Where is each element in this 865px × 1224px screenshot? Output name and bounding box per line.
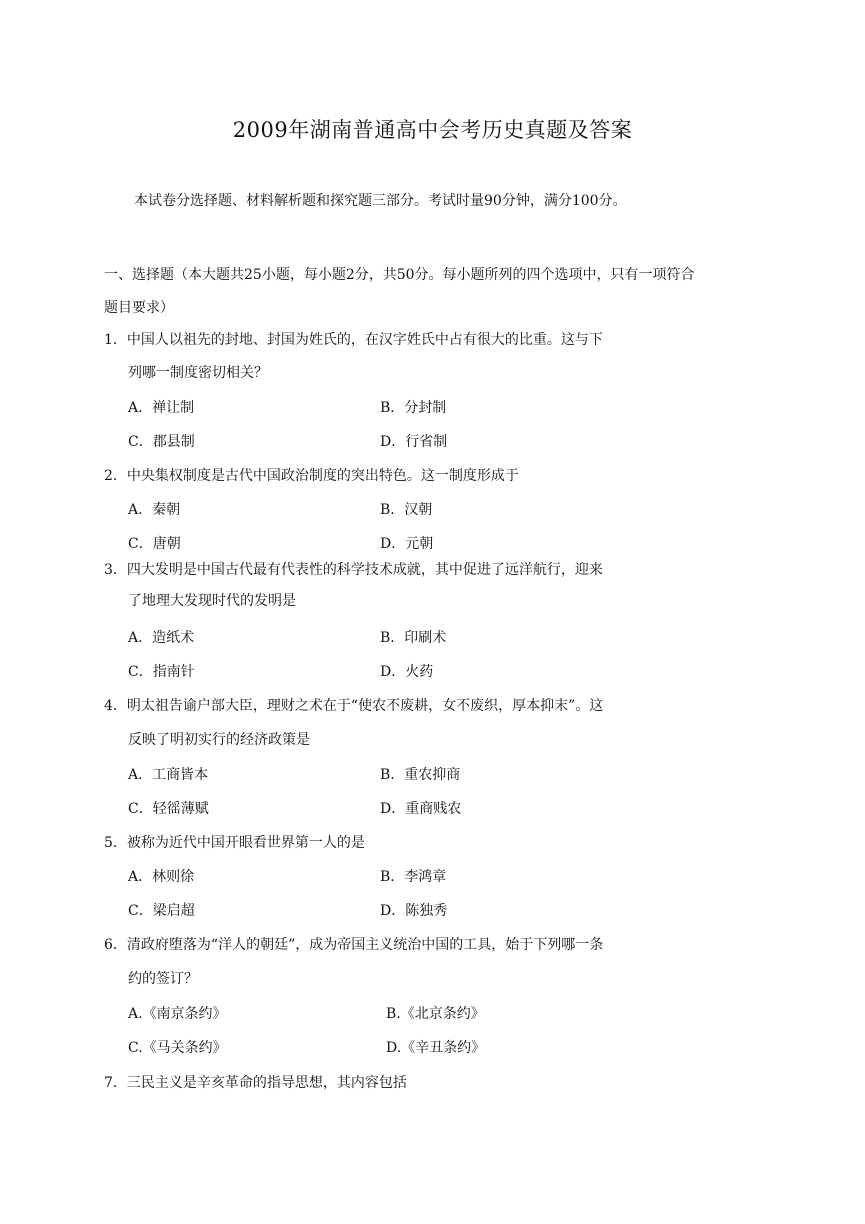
question-3-stem-line-2: 了地理大发现时代的发明是 bbox=[128, 593, 296, 609]
question-6-option-b: B.《北京条约》 bbox=[386, 1006, 485, 1022]
question-5-option-b: B．李鸿章 bbox=[380, 869, 447, 885]
question-5-option-c: C．梁启超 bbox=[128, 903, 195, 919]
question-5-option-a: A．林则徐 bbox=[128, 869, 195, 885]
section-header-line-2: 题目要求） bbox=[104, 300, 174, 316]
question-1-option-d: D．行省制 bbox=[380, 434, 448, 450]
question-1-stem-line-2: 列哪一制度密切相关？ bbox=[128, 365, 268, 381]
question-6-option-a: A.《南京条约》 bbox=[128, 1006, 227, 1022]
question-1-option-c: C．郡县制 bbox=[128, 434, 195, 450]
question-4-option-a: A．工商皆本 bbox=[128, 767, 209, 783]
question-1-option-a: A．禅让制 bbox=[128, 400, 195, 416]
question-5-option-d: D．陈独秀 bbox=[380, 903, 448, 919]
question-4-option-d: D．重商贱农 bbox=[380, 801, 462, 817]
question-1-stem-line-1: 1．中国人以祖先的封地、封国为姓氏的，在汉字姓氏中占有很大的比重。这与下 bbox=[104, 332, 603, 348]
question-3-option-b: B．印刷术 bbox=[380, 630, 447, 646]
question-3-option-d: D．火药 bbox=[380, 664, 434, 680]
page-title: 2009年湖南普通高中会考历史真题及答案 bbox=[232, 118, 633, 142]
question-3-option-a: A．造纸术 bbox=[128, 630, 195, 646]
question-6-option-c: C.《马关条约》 bbox=[128, 1040, 227, 1056]
question-6-option-d: D.《辛丑条约》 bbox=[386, 1040, 486, 1056]
question-2-option-c: C．唐朝 bbox=[128, 536, 181, 552]
question-2-stem-line-1: 2．中央集权制度是古代中国政治制度的突出特色。这一制度形成于 bbox=[104, 468, 519, 484]
section-header-line-1: 一、选择题（本大题共25小题，每小题2分，共50分。每小题所列的四个选项中，只有一项符合 bbox=[104, 267, 695, 283]
question-2-option-a: A．秦朝 bbox=[128, 502, 181, 518]
question-1-option-b: B．分封制 bbox=[380, 400, 447, 416]
exam-intro: 本试卷分选择题、材料解析题和探究题三部分。考试时量90分钟，满分100分。 bbox=[134, 193, 627, 209]
question-4-stem-line-2: 反映了明初实行的经济政策是 bbox=[128, 732, 310, 748]
question-7-stem-line-1: 7．三民主义是辛亥革命的指导思想，其内容包括 bbox=[104, 1075, 407, 1091]
question-2-option-b: B．汉朝 bbox=[380, 502, 433, 518]
question-3-stem-line-1: 3．四大发明是中国古代最有代表性的科学技术成就，其中促进了远洋航行，迎来 bbox=[104, 562, 603, 578]
question-4-stem-line-1: 4．明太祖告谕户部大臣，理财之术在于“使农不废耕，女不废织，厚本抑末”。这 bbox=[104, 698, 604, 714]
question-3-option-c: C．指南针 bbox=[128, 664, 195, 680]
question-5-stem-line-1: 5．被称为近代中国开眼看世界第一人的是 bbox=[104, 835, 365, 851]
question-4-option-c: C．轻徭薄赋 bbox=[128, 801, 209, 817]
question-2-option-d: D．元朝 bbox=[380, 536, 434, 552]
section-header bbox=[104, 259, 784, 325]
question-4-option-b: B．重农抑商 bbox=[380, 767, 461, 783]
question-6-stem-line-2: 约的签订？ bbox=[128, 971, 198, 987]
question-6-stem-line-1: 6．清政府堕落为“洋人的朝廷”，成为帝国主义统治中国的工具，始于下列哪一条 bbox=[104, 937, 604, 953]
